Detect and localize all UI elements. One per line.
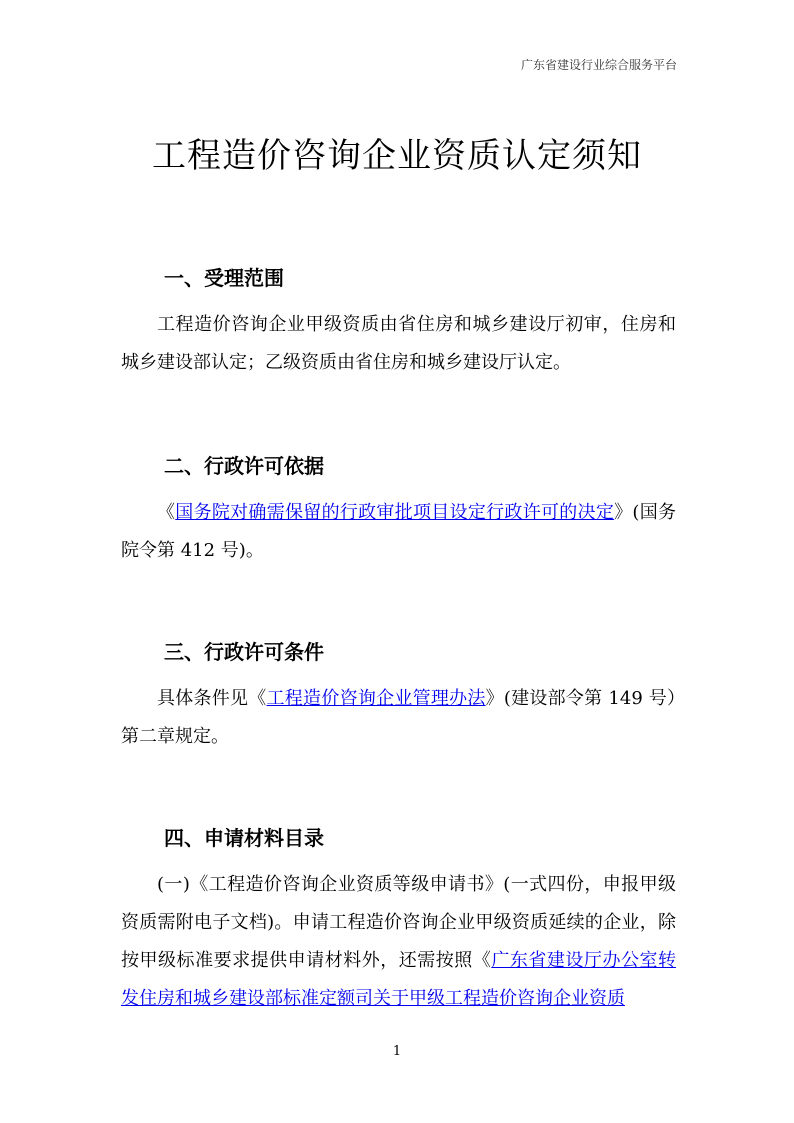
management-measures-link[interactable]: 工程造价咨询企业管理办法: [266, 688, 486, 709]
section-heading-legal-basis: 二、行政许可依据: [164, 454, 324, 478]
conditions-suffix: 》(建设部令第 149 号）第二章规定。: [121, 688, 677, 747]
page-header: 广东省建设行业综合服务平台: [520, 58, 677, 72]
materials-prefix: (一)《工程造价咨询企业资质等级申请书》(一式四份，申报甲级资质需附电子文档)。申请工程造价咨询企业甲级资质延续的企业，除按甲级标准要求提供申请材料外，还需按照《: [121, 874, 676, 971]
page-title: 工程造价咨询企业资质认定须知: [152, 136, 642, 176]
section-body-scope: 工程造价咨询企业甲级资质由省住房和城乡建设厅初审，住房和城乡建设部认定；乙级资质由省住房和城乡建设厅认定。: [121, 314, 676, 373]
section-body-conditions: [121, 680, 676, 756]
conditions-prefix: 具体条件见《: [157, 688, 267, 709]
state-council-decision-link[interactable]: 国务院对确需保留的行政审批项目设定行政许可的决定: [175, 502, 615, 523]
section-body-materials: [121, 866, 676, 1018]
provincial-notice-link[interactable]: 广东省建设厅办公室转发住房和城乡建设部标准定额司关于甲级工程造价咨询企业资质: [121, 950, 676, 1009]
section-heading-conditions: 三、行政许可条件: [164, 640, 324, 664]
legal-basis-prefix: 《: [157, 502, 176, 523]
section-body-legal-basis: [121, 494, 676, 570]
section-heading-scope: 一、受理范围: [164, 266, 284, 290]
page-number: 1: [392, 1044, 402, 1059]
section-heading-materials: 四、申请材料目录: [164, 826, 324, 850]
legal-basis-suffix: 》(国务院令第 412 号)。: [121, 502, 677, 561]
